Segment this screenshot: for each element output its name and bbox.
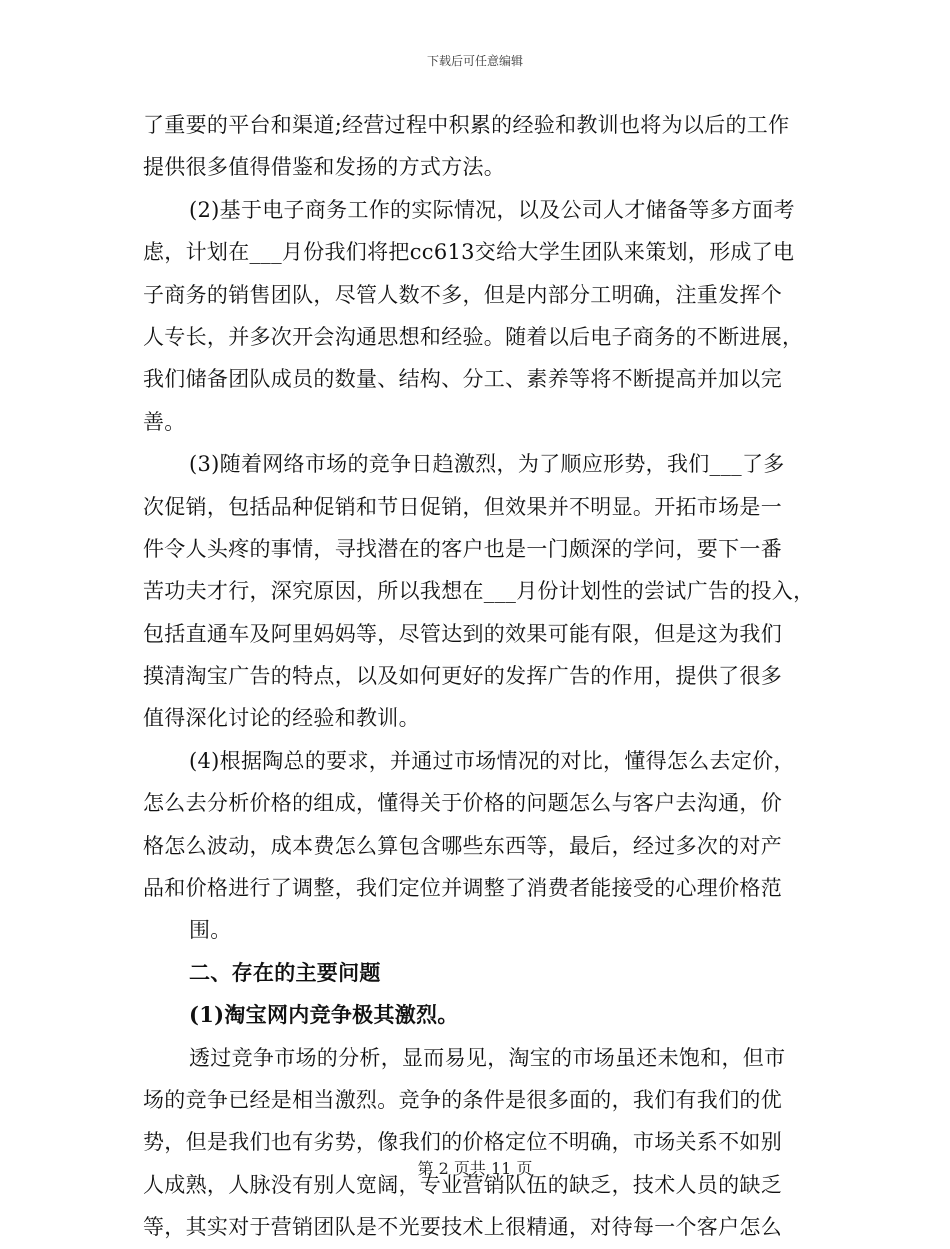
- text-line: 怎么去分析价格的组成，懂得关于价格的问题怎么与客户去沟通，价: [143, 791, 782, 816]
- text-line: 包括直通车及阿里妈妈等，尽管达到的效果可能有限，但是这为我们: [143, 621, 782, 646]
- text-line: 提供很多值得借鉴和发扬的方式方法。: [143, 155, 506, 180]
- text-line: 格怎么波动，成本费怎么算包含哪些东西等，最后，经过多次的对产: [143, 833, 782, 858]
- text-line: 摸清淘宝广告的特点，以及如何更好的发挥广告的作用，提供了很多: [143, 664, 782, 689]
- text-line: 我们储备团队成员的数量、结构、分工、素养等将不断提高并加以完: [143, 367, 782, 392]
- page-footer: 第 2 页共 11 页: [417, 1159, 533, 1178]
- text-line: 子商务的销售团队，尽管人数不多，但是内部分工明确，注重发挥个: [143, 282, 782, 307]
- text-line: 虑，计划在___月份我们将把cc613交给大学生团队来策划，形成了电: [143, 240, 795, 265]
- text-line: (4)根据陶总的要求，并通过市场情况的对比，懂得怎么去定价，: [189, 748, 795, 773]
- text-line: 品和价格进行了调整，我们定位并调整了消费者能接受的心理价格范: [143, 876, 782, 901]
- document-body: [143, 104, 813, 1249]
- text-line: 次促销，包括品种促销和节日促销，但效果并不明显。开拓市场是一: [143, 494, 782, 519]
- text-line: 人成熟，人脉没有别人宽阔，专业营销队伍的缺乏，技术人员的缺乏: [143, 1172, 782, 1197]
- text-line: 值得深化讨论的经验和教训。: [143, 706, 420, 731]
- text-line: 等，其实对于营销团队是不光要技术上很精通，对待每一个客户怎么: [143, 1215, 782, 1240]
- section-heading: (1)淘宝网内竞争极其激烈。: [189, 1002, 459, 1028]
- text-line: 场的竞争已经是相当激烈。竞争的条件是很多面的，我们有我们的优: [143, 1087, 782, 1112]
- text-line: 善。: [143, 409, 186, 434]
- text-line: 势，但是我们也有劣势，像我们的价格定位不明确，市场关系不如别: [143, 1130, 782, 1155]
- text-line: 人专长，并多次开会沟通思想和经验。随着以后电子商务的不断进展，: [143, 324, 804, 349]
- text-line: 了重要的平台和渠道;经营过程中积累的经验和教训也将为以后的工作: [143, 113, 790, 137]
- section-heading: 二、存在的主要问题: [189, 959, 381, 985]
- page-header: 下载后可任意编辑: [426, 54, 523, 68]
- text-line: 件令人头疼的事情，寻找潜在的客户也是一门颇深的学问，要下一番: [143, 536, 782, 561]
- text-line: (3)随着网络市场的竞争日趋激烈，为了顺应形势，我们___了多: [189, 452, 785, 477]
- text-line: 苦功夫才行，深究原因，所以我想在___月份计划性的尝试广告的投入，: [143, 579, 815, 604]
- text-line: 围。: [189, 918, 232, 943]
- text-line: (2)基于电子商务工作的实际情况，以及公司人才储备等多方面考: [189, 197, 795, 222]
- text-line: 透过竞争市场的分析，显而易见，淘宝的市场虽还未饱和，但市: [189, 1045, 786, 1070]
